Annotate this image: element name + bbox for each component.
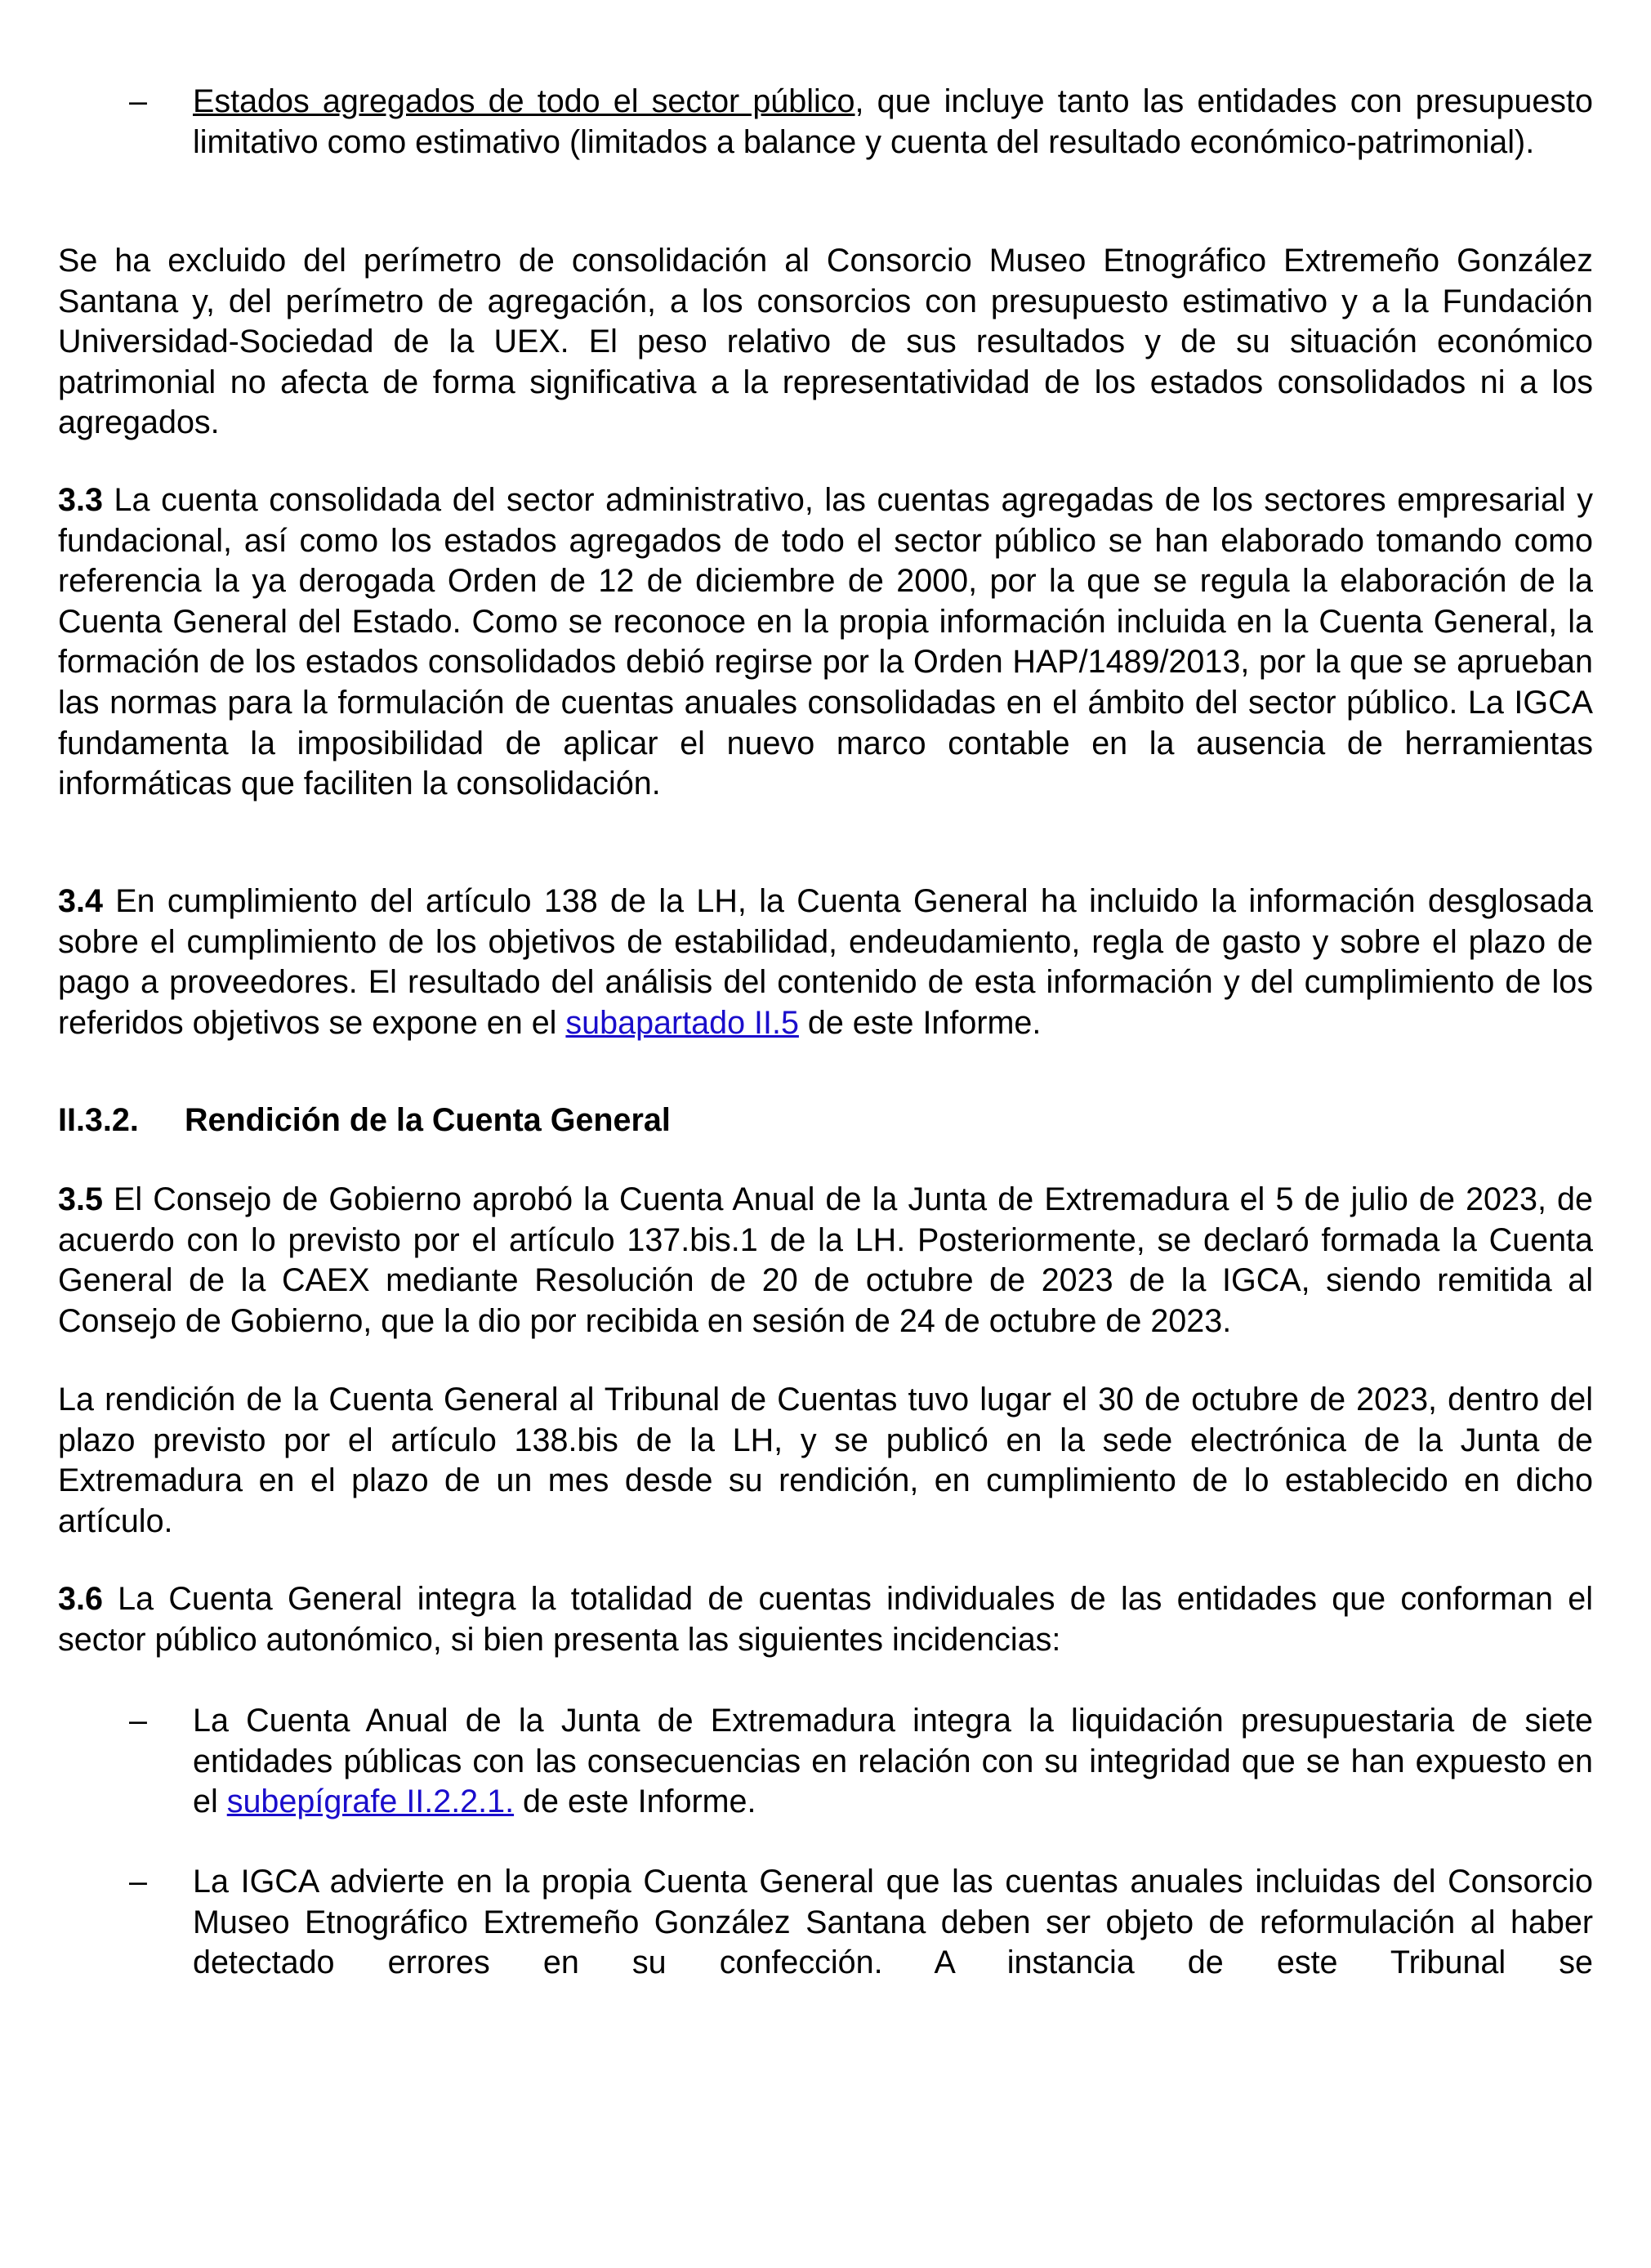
paragraph-3-3 bbox=[58, 480, 1593, 805]
paragraph-exclusion: Se ha excluido del perímetro de consolidación al Consorcio Museo Etnográfico Extremeño González Santana y, del perímetro de agregación, a los consorcios con presupuesto estimativo y a la Fundación Universidad-Sociedad de la UEX. El peso relativo de sus resultados y de su situación económico patrimonial no afecta de forma significativa a la representatividad de los estados consolidados ni a los agregados. bbox=[58, 243, 1593, 441]
paragraph-rendicion: La rendición de la Cuenta General al Tribunal de Cuentas tuvo lugar el 30 de octubre de 2023, dentro del plazo previsto por el artículo 138.bis de la LH, y se publicó en la sede electrónica de la Junta de Extremadura en el plazo de un mes desde su rendición, en cumplimiento de lo establecido en dicho artículo. bbox=[58, 1382, 1593, 1539]
bullet-dash: – bbox=[129, 83, 147, 119]
link-subapartado-II-5[interactable]: subapartado II.5 bbox=[565, 1004, 799, 1041]
bullet-tail: de este Informe. bbox=[514, 1784, 756, 1820]
paragraph-number: 3.4 bbox=[58, 883, 103, 919]
bullet-dash: – bbox=[129, 1703, 147, 1739]
paragraph-text: La cuenta consolidada del sector administrativo, las cuentas agregadas de los sectores empresarial y fundacional, así como los estados agregados de todo el sector público se han elaborado tomando como referencia la ya derogada Orden de 12 de diciembre de 2000, por la que se regula la elaboración de la Cuenta General del Estado. Como se reconoce en la propia información incluida en la Cuenta General, la formación de los estados consolidados debió regirse por la Orden HAP/1489/2013, por la que se aprueban las normas para la formulación de cuentas anuales consolidadas en el ámbito del sector público. La IGCA fundamenta la imposibilidad de aplicar el nuevo marco contable en la ausencia de herramientas informáticas que faciliten la consolidación. bbox=[58, 482, 1593, 802]
heading-number: II.3.2. bbox=[58, 1102, 139, 1138]
bullet-estados-agregados bbox=[193, 82, 1593, 163]
bullet-igca bbox=[193, 1862, 1593, 1984]
paragraph-tail: de este Informe. bbox=[798, 1004, 1042, 1041]
paragraph-number: 3.5 bbox=[58, 1181, 103, 1217]
section-heading bbox=[58, 1101, 1593, 1141]
paragraph-text: La Cuenta General integra la totalidad de cuentas individuales de las entidades que conforman el sector público autonómico, si bien presenta las siguientes incidencias: bbox=[58, 1581, 1593, 1658]
link-subepigrafe-II-2-2-1[interactable]: subepígrafe II.2.2.1. bbox=[226, 1784, 515, 1820]
paragraph-text: En cumplimiento del artículo 138 de la LH, la Cuenta General ha incluido la información desglosada sobre el cumplimiento de los objetivos de estabilidad, endeudamiento, regla de gasto y sobre el plazo de pago a proveedores. El resultado del análisis del contenido de esta información y del cumplimiento de los referidos objetivos se expone en el bbox=[58, 883, 1593, 1041]
heading-title: Rendición de la Cuenta General bbox=[185, 1102, 671, 1138]
paragraph-3-5 bbox=[58, 1180, 1593, 1342]
bullet-text: La IGCA advierte en la propia Cuenta General que las cuentas anuales incluidas del Consorcio Museo Etnográfico Extremeño González Santana deben ser objeto de reformulación al haber detectado errores en su confección. A instancia de este Tribunal se bbox=[193, 1864, 1593, 1981]
bullet-text: , que incluye tanto las entidades con presupuesto limitativo como estimativo (limitados a balance y cuenta del resultado económico-patrimonial). bbox=[193, 83, 1594, 160]
paragraph-3-4 bbox=[58, 882, 1593, 1043]
bullet-cuenta-anual bbox=[193, 1701, 1593, 1823]
bullet-dash: – bbox=[129, 1864, 147, 1900]
paragraph-number: 3.3 bbox=[58, 482, 103, 518]
paragraph-3-6 bbox=[58, 1579, 1593, 1660]
underlined-term: Estados agregados de todo el sector público bbox=[193, 83, 855, 119]
bullet-text: La Cuenta Anual de la Junta de Extremadura integra la liquidación presupuestaria de siete entidades públicas con las consecuencias en relación con su integridad que se han expuesto en el bbox=[193, 1703, 1593, 1820]
paragraph-number: 3.6 bbox=[58, 1581, 103, 1617]
paragraph-text: El Consejo de Gobierno aprobó la Cuenta Anual de la Junta de Extremadura el 5 de julio de 2023, de acuerdo con lo previsto por el artículo 137.bis.1 de la LH. Posteriormente, se declaró formada la Cuenta General de la CAEX mediante Resolución de 20 de octubre de 2023 de la IGCA, siendo remitida al Consejo de Gobierno, que la dio por recibida en sesión de 24 de octubre de 2023. bbox=[58, 1181, 1593, 1339]
